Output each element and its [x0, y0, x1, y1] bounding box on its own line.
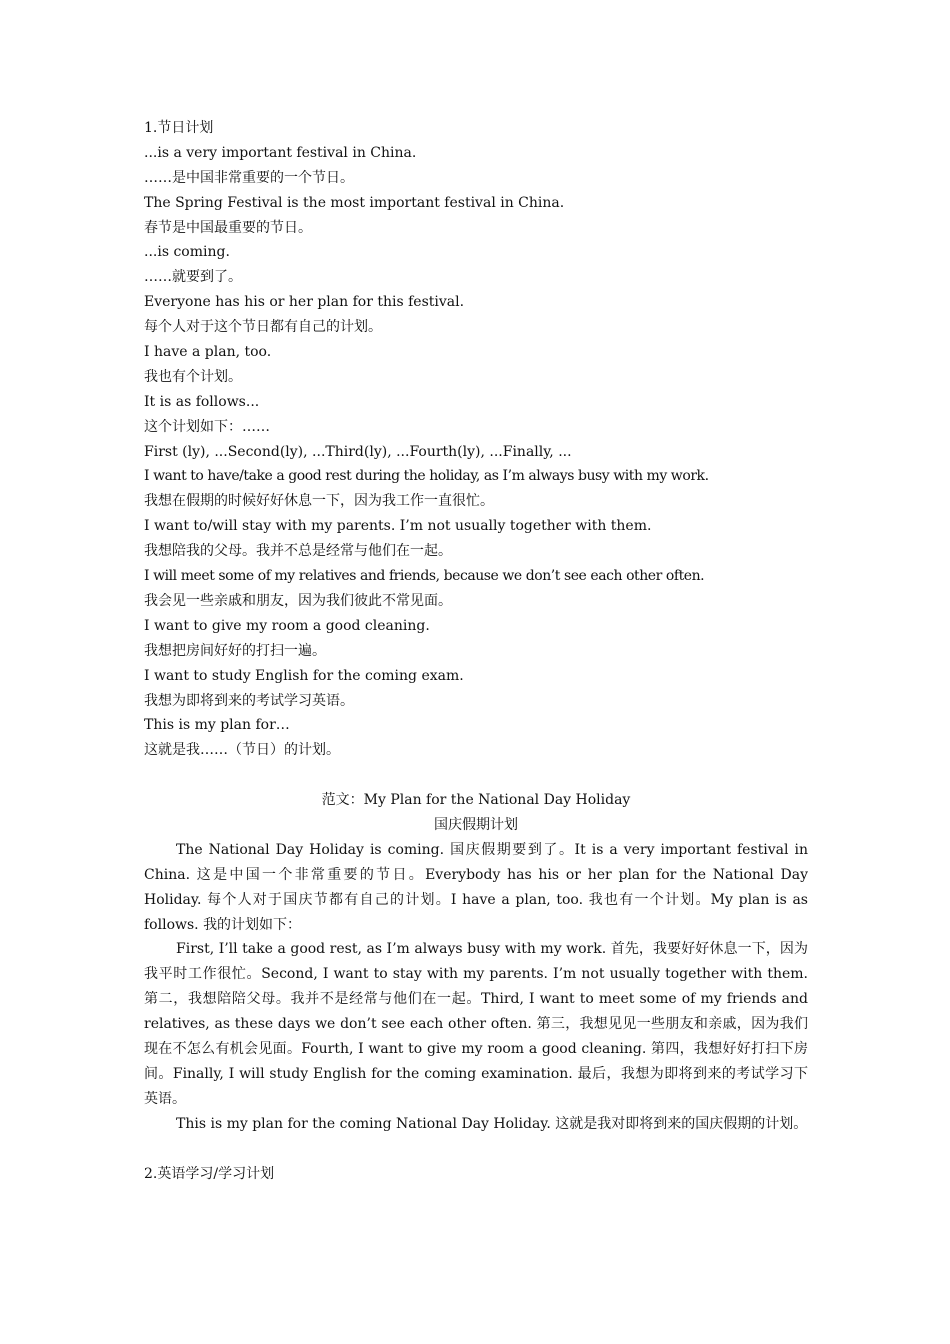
phrase-line: The Spring Festival is the most important festival in China.: [144, 194, 565, 211]
phrase-line: First (ly), ...Second(ly), ...Third(ly), ...Fourth(ly), ...Finally, ...: [144, 443, 572, 460]
section-2-heading: 2.英语学习/学习计划: [144, 1165, 275, 1182]
spacer: [144, 1137, 808, 1162]
phrase-line: I want to give my room a good cleaning.: [144, 617, 430, 634]
phrase-line: ...is a very important festival in China.: [144, 144, 417, 161]
phrase-line: 春节是中国最重要的节日。: [144, 219, 312, 236]
essay-title: 范文：My Plan for the National Day Holiday: [321, 792, 631, 809]
essay-paragraph: This is my plan for the coming National Day Holiday. 这就是我对即将到来的国庆假期的计划。: [176, 1115, 808, 1132]
phrase-line: I have a plan, too.: [144, 344, 272, 361]
phrase-line: I want to have/take a good rest during the holiday, as I’m always busy with my work.: [144, 468, 709, 485]
phrase-line: 我会见一些亲戚和朋友，因为我们彼此不常见面。: [144, 592, 452, 609]
phrase-line: 我想把房间好好的打扫一遍。: [144, 642, 326, 659]
phrase-line: I want to study English for the coming exam.: [144, 667, 464, 684]
phrase-line: It is as follows...: [144, 393, 260, 410]
phrase-line: Everyone has his or her plan for this festival.: [144, 294, 465, 311]
phrase-line: 这就是我……（节日）的计划。: [144, 742, 340, 759]
phrase-line: ...is coming.: [144, 244, 230, 261]
section-1-heading: 1.节日计划: [144, 120, 214, 136]
phrase-line: ……就要到了。: [144, 269, 242, 286]
phrase-line: 我想在假期的时候好好休息一下，因为我工作一直很忙。: [144, 493, 494, 510]
essay-paragraph: The National Day Holiday is coming. 国庆假期要到了。It is a very important festival in China. 这是中国一个非常重要的节日。Everybody has his or her plan for the National Day Holiday. 每个人对于国庆节都有自己的计划。I have a plan, too. 我也有一个计划。My plan is as follows. 我的计划如下：: [144, 841, 808, 933]
essay-subtitle: 国庆假期计划: [434, 816, 518, 833]
phrase-line: 我想为即将到来的考试学习英语。: [144, 692, 354, 709]
phrase-line: 每个人对于这个节日都有自己的计划。: [144, 319, 382, 336]
phrase-line: 这个计划如下：……: [144, 418, 270, 435]
phrase-line: 我也有个计划。: [144, 368, 242, 385]
phrase-list: [144, 141, 808, 763]
phrase-line: ……是中国非常重要的一个节日。: [144, 169, 354, 186]
essay-paragraph: First, I’ll take a good rest, as I’m always busy with my work. 首先，我要好好休息一下，因为我平时工作很忙。Second, I want to stay with my parents. I’m not usually together with them. 第二，我想陪陪父母。我并不是经常与他们在一起。Third, I want to meet some of my friends and relatives, as these days we don’t see each other often. 第三，我想见见一些朋友和亲戚，因为我们现在不怎么有机会见面。Fourth, I want to give my room a good cleaning. 第四，我想好好打扫下房间。Finally, I will study English for the coming examination. 最后，我想为即将到来的考试学习下英语。: [144, 941, 808, 1107]
phrase-line: This is my plan for…: [144, 717, 290, 734]
phrase-line: I will meet some of my relatives and friends, because we don’t see each other often.: [144, 568, 705, 585]
phrase-line: 我想陪我的父母。我并不总是经常与他们在一起。: [144, 543, 452, 560]
phrase-line: I want to/will stay with my parents. I’m not usually together with them.: [144, 518, 652, 535]
document-page: [144, 116, 808, 1187]
spacer: [144, 763, 808, 788]
